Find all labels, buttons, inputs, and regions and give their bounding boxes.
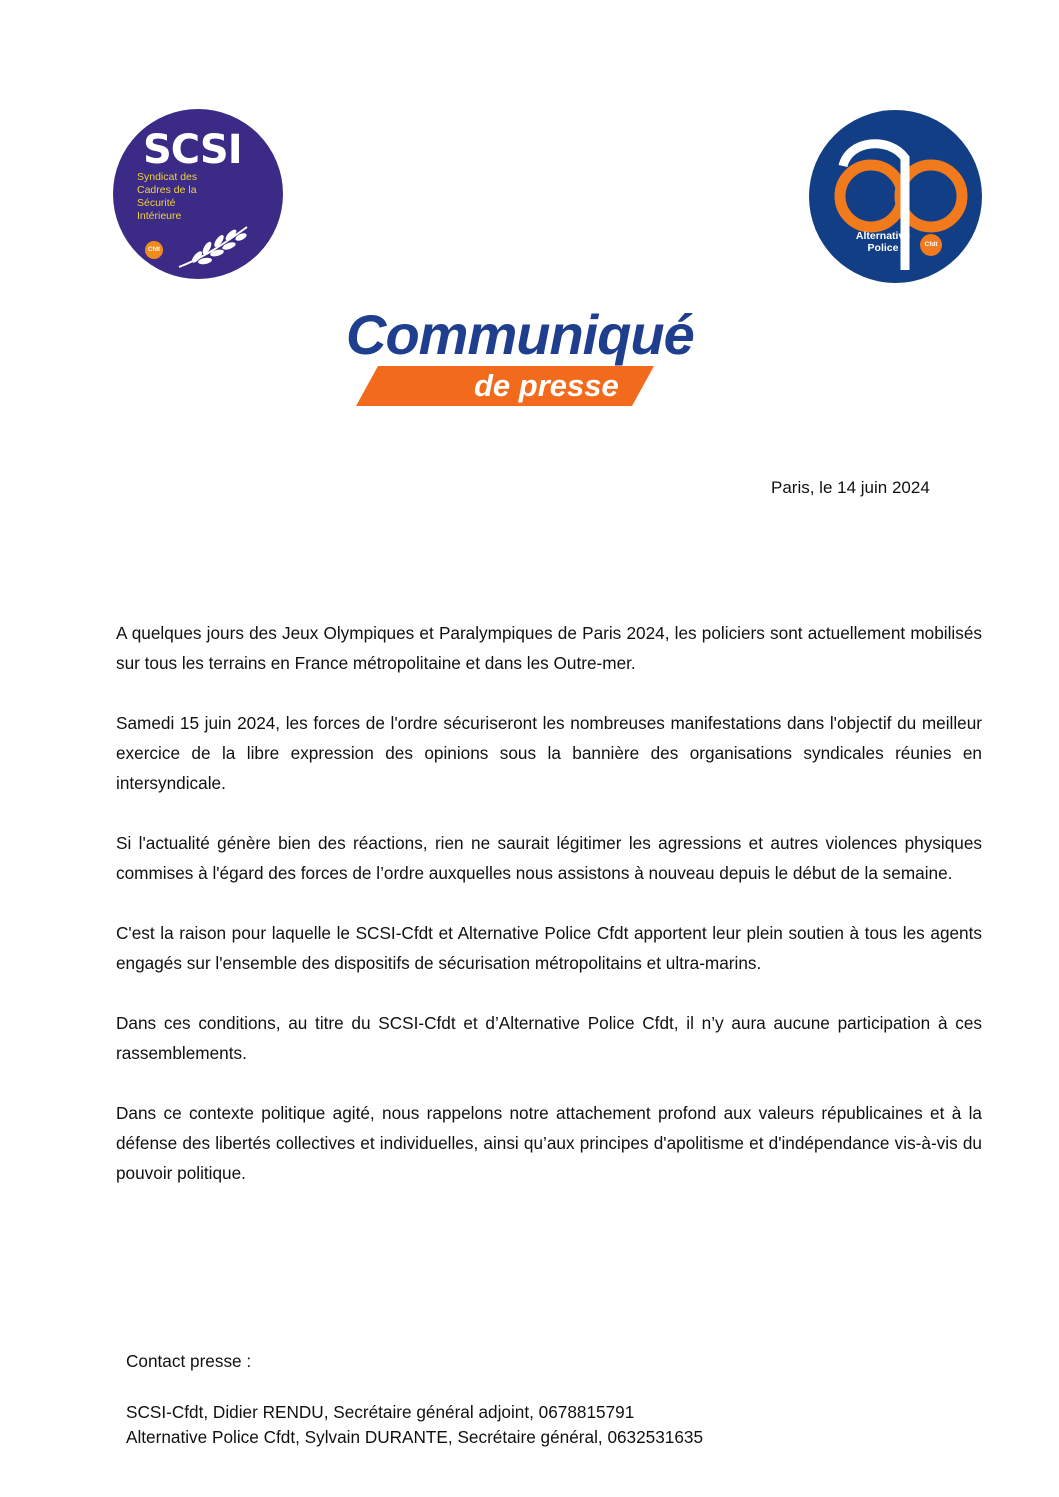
ap-name-line: Alternative bbox=[855, 230, 911, 242]
scsi-subtitle-line: Syndicat des bbox=[137, 171, 198, 183]
ap-name-line: Police bbox=[867, 242, 899, 254]
banner-subtitle: de presse bbox=[474, 368, 619, 403]
body-paragraph: Dans ces conditions, au titre du SCSI-Cfdt et d’Alternative Police Cfdt, il n’y aura aucune participation à ces rassemblements. bbox=[116, 1013, 982, 1063]
scsi-subtitle-line: Sécurité bbox=[137, 197, 176, 209]
body-paragraph: Si l'actualité génère bien des réactions, rien ne saurait légitimer les agressions et autres violences physiques commises à l'égard des forces de l’ordre auxquelles nous assistons à nouveau depuis le début de la semaine. bbox=[116, 833, 982, 883]
document-body bbox=[116, 618, 982, 1218]
banner-title: Communiqué bbox=[346, 303, 694, 366]
scsi-cfdt-badge: Cfdt bbox=[145, 241, 163, 259]
scsi-logo bbox=[113, 109, 283, 279]
laurel-branch-icon bbox=[175, 221, 255, 271]
contact-label: Contact presse : bbox=[126, 1351, 252, 1371]
ap-monogram-icon bbox=[809, 110, 982, 283]
body-paragraph: Dans ce contexte politique agité, nous rappelons notre attachement profond aux valeurs républicaines et à la défense des libertés collectives et individuelles, ainsi qu’aux principes d'apolitisme et d'indépendance vis-à-vis du pouvoir politique. bbox=[116, 1103, 982, 1183]
body-paragraph: C'est la raison pour laquelle le SCSI-Cfdt et Alternative Police Cfdt apportent leur plein soutien à tous les agents engagés sur l'ensemble des dispositifs de sécurisation métropolitains et ultra-marins. bbox=[116, 923, 982, 973]
contact-line: Alternative Police Cfdt, Sylvain DURANTE, Secrétaire général, 0632531635 bbox=[126, 1427, 704, 1447]
contact-line: SCSI-Cfdt, Didier RENDU, Secrétaire général adjoint, 0678815791 bbox=[126, 1402, 635, 1422]
scsi-logo-subtitle bbox=[137, 171, 257, 223]
document-date: Paris, le 14 juin 2024 bbox=[771, 478, 930, 497]
press-contact bbox=[126, 1349, 926, 1450]
scsi-subtitle-line: Intérieure bbox=[137, 210, 182, 222]
body-paragraph: A quelques jours des Jeux Olympiques et Paralympiques de Paris 2024, les policiers sont actuellement mobilisés sur tous les terrains en France métropolitaine et dans les Outre-mer. bbox=[116, 623, 982, 673]
scsi-subtitle-line: Cadres de la bbox=[137, 184, 197, 196]
scsi-logo-title: SCSI bbox=[143, 127, 242, 173]
ap-cfdt-badge: Cfdt bbox=[920, 234, 942, 256]
alternative-police-logo bbox=[809, 110, 982, 283]
ap-logo-name bbox=[847, 230, 919, 254]
body-paragraph: Samedi 15 juin 2024, les forces de l'ordre sécuriseront les nombreuses manifestations dans l'objectif du meilleur exercice de la libre expression des opinions sous la bannière des organisations syndicales réunies en intersyndicale. bbox=[116, 713, 982, 793]
